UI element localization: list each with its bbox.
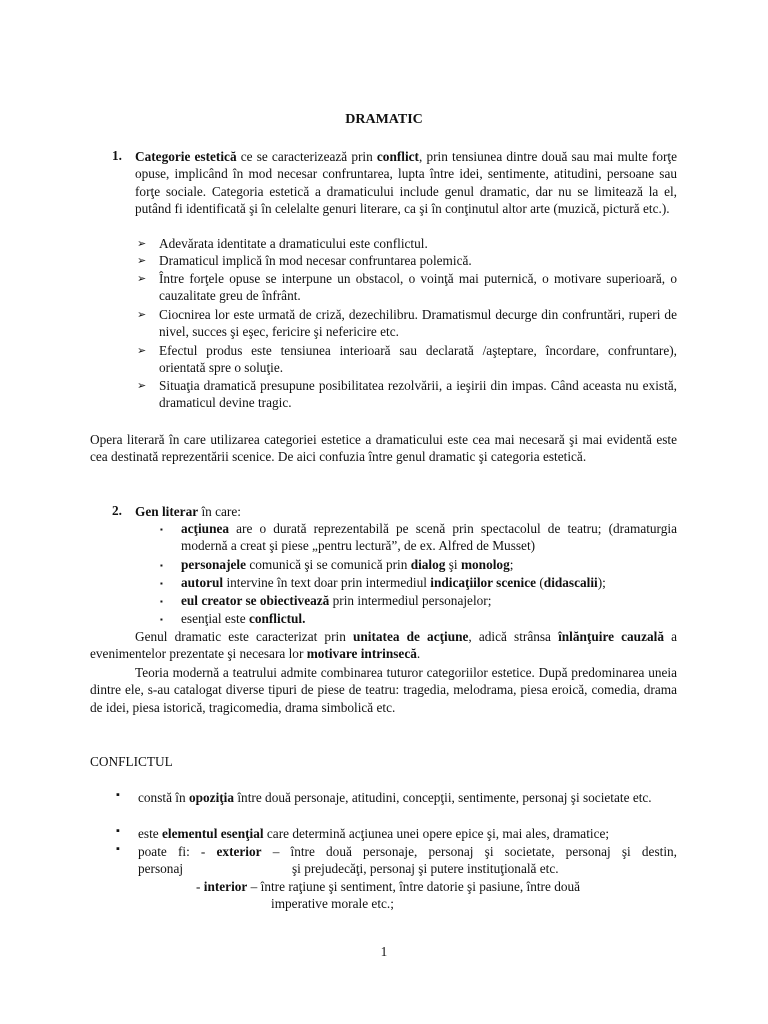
term-monolog: monolog [460, 557, 510, 572]
list-item: Adevărata identitate a dramaticului este conflictul. [159, 236, 428, 251]
opera-paragraph: Opera literară în care utilizarea categoriei estetice a dramaticului este cea mai necesară şi mai evidentă este cea destinată reprezentării scenice. De aici confuzia între genul dramatic şi categoria estetică. [90, 432, 677, 465]
term-opozitia: opoziţia [188, 790, 235, 805]
text-run: comunică şi se comunică prin [246, 557, 411, 572]
square-bullet-icon: ▪ [160, 615, 163, 624]
conflict-heading: CONFLICTUL [90, 754, 173, 769]
text-run: este [138, 826, 162, 841]
teoria-paragraph: Teoria modernă a teatrului admite combinarea tuturor categoriilor estetice. După predominarea uneia dintre ele, s-au catalogat diverse tipuri de piese de teatru: tragedia, melodrama, piesa eroică, comedia, drama de idei, piesa istorică, tragicomedia, drama simbolică etc. [90, 665, 677, 715]
page-number: 1 [380, 944, 388, 959]
text-run: în care: [198, 504, 241, 519]
term-eul-creator: eul creator se obiectivează [181, 593, 330, 608]
text-run: a evenimentelor prezentate şi necesara lor [90, 629, 677, 662]
text-run: constă în [138, 790, 189, 805]
term-inlantuire-cauzala: înlănţuire cauzală [558, 629, 664, 644]
text-run: esenţial este [181, 611, 249, 626]
text-run: poate fi: - [138, 844, 217, 859]
term-conflict: conflict [376, 149, 419, 164]
square-bullet-icon: ▪ [160, 579, 163, 588]
text-run: ( [536, 575, 544, 590]
square-bullet-icon: ▪ [160, 597, 163, 606]
arrow-bullet-icon: ➢ [137, 309, 147, 321]
list-item: Dramaticul implică în mod necesar confruntarea polemică. [159, 253, 472, 268]
term-dialog: dialog [410, 557, 446, 572]
term-categorie-estetica: Categorie estetică [135, 149, 237, 164]
conflict-item-1 [138, 789, 677, 806]
list-item: Situaţia dramatică presupune posibilitatea rezolvării, a ieşirii din impas. Când aceasta nu există, dramaticul devine tragic. [159, 378, 677, 411]
list-item [181, 574, 677, 591]
square-bullet-icon: ▪ [116, 843, 120, 855]
term-autorul: autorul [181, 575, 224, 590]
arrow-bullet-icon: ➢ [137, 255, 147, 267]
conflict-item-3-continued: şi prejudecăţi, personaj şi putere instituţională etc. [292, 861, 559, 876]
gen-dramatic-paragraph [90, 628, 677, 663]
text-run: care determină acţiunea unei opere epice şi, mai ales, dramatice; [263, 826, 610, 841]
section-1-number: 1. [112, 148, 122, 163]
text-run: Genul dramatic este caracterizat prin [135, 629, 353, 644]
list-item [181, 610, 677, 627]
term-indicatii-scenice: indicaţiilor scenice [430, 575, 537, 590]
text-run: şi [445, 557, 461, 572]
text-run: ce se caracterizează prin [236, 149, 377, 164]
list-item [181, 520, 677, 555]
text-run: – între raţiune şi sentiment, între datorie şi pasiune, între două [247, 879, 581, 894]
arrow-bullet-icon: ➢ [137, 238, 147, 250]
term-exterior: exterior [216, 844, 262, 859]
term-didascalii: didascalii [543, 575, 598, 590]
text-run: , prin tensiunea dintre două sau mai multe forţe opuse, implicând în mod necesar confruntarea, lupta între idei, sentimente, atitudini, persoane sau forţe sociale. Categoria estetică a dramaticului include genul dramatic, dar nu se limitează la el, putând fi identificată şi în celelalte genuri literare, ca şi în conţinutul altor arte (muzică, pictură etc.). [135, 149, 677, 217]
text-run: între două personaje, atitudini, concepţii, sentimente, personaj şi societate etc. [234, 790, 652, 805]
term-actiunea: acţiunea [181, 521, 230, 536]
list-item [181, 592, 677, 609]
text-run: ; [509, 557, 514, 572]
text-run: – între două personaje, personaj şi societate, personaj şi destin, [261, 844, 677, 859]
term-conflictul: conflictul. [248, 611, 306, 626]
arrow-bullet-icon: ➢ [137, 345, 147, 357]
square-bullet-icon: ▪ [116, 825, 120, 837]
conflict-item-3 [138, 843, 677, 860]
square-bullet-icon: ▪ [160, 561, 163, 570]
term-personajele: personajele [181, 557, 246, 572]
conflict-interior-line [196, 878, 677, 895]
conflict-interior-continued: imperative morale etc.; [271, 896, 394, 911]
text-run: ); [597, 575, 606, 590]
square-bullet-icon: ▪ [160, 525, 163, 534]
text-run: intervine în text doar prin intermediul [223, 575, 431, 590]
section-2-number: 2. [112, 503, 122, 518]
term-interior: interior [203, 879, 248, 894]
section-2-heading [135, 503, 675, 520]
term-motivare-intrinseca: motivare intrinsecă [306, 646, 417, 662]
term-unitatea-de-actiune: unitatea de acţiune [352, 629, 469, 644]
list-item: Efectul produs este tensiunea interioară sau declarată /aşteptare, încordare, confruntare), orientată spre o soluţie. [159, 343, 677, 376]
square-bullet-icon: ▪ [116, 789, 120, 801]
arrow-bullet-icon: ➢ [137, 273, 147, 285]
text-run: . [416, 646, 421, 662]
page-title: DRAMATIC [345, 112, 423, 127]
list-item: Ciocnirea lor este urmată de criză, dezechilibru. Dramatismul decurge din confruntări, ruperi de nivel, succes şi eşec, fericire şi nefericire etc. [159, 307, 677, 340]
list-item [181, 556, 677, 573]
text-run: prin intermediul personajelor; [329, 593, 492, 608]
conflict-item-3-wrap: personaj [138, 861, 184, 876]
text-run: - [196, 879, 204, 894]
list-item: Între forţele opuse se interpune un obstacol, o voinţă mai puternică, o motivare superioară, o cauzalitate greu de înfrânt. [159, 271, 677, 304]
arrow-bullet-icon: ➢ [137, 380, 147, 392]
text-run: are o durată reprezentabilă pe scenă prin spectacolul de teatru; (dramaturgia modernă a creat şi piese „pentru lectură”, de ex. Alfred de Musset) [181, 521, 677, 554]
text-run: , adică strânsa [468, 629, 559, 644]
conflict-item-2 [138, 825, 677, 842]
section-1-paragraph [135, 148, 677, 218]
term-elementul-esential: elementul esenţial [162, 826, 264, 841]
term-gen-literar: Gen literar [135, 504, 199, 519]
